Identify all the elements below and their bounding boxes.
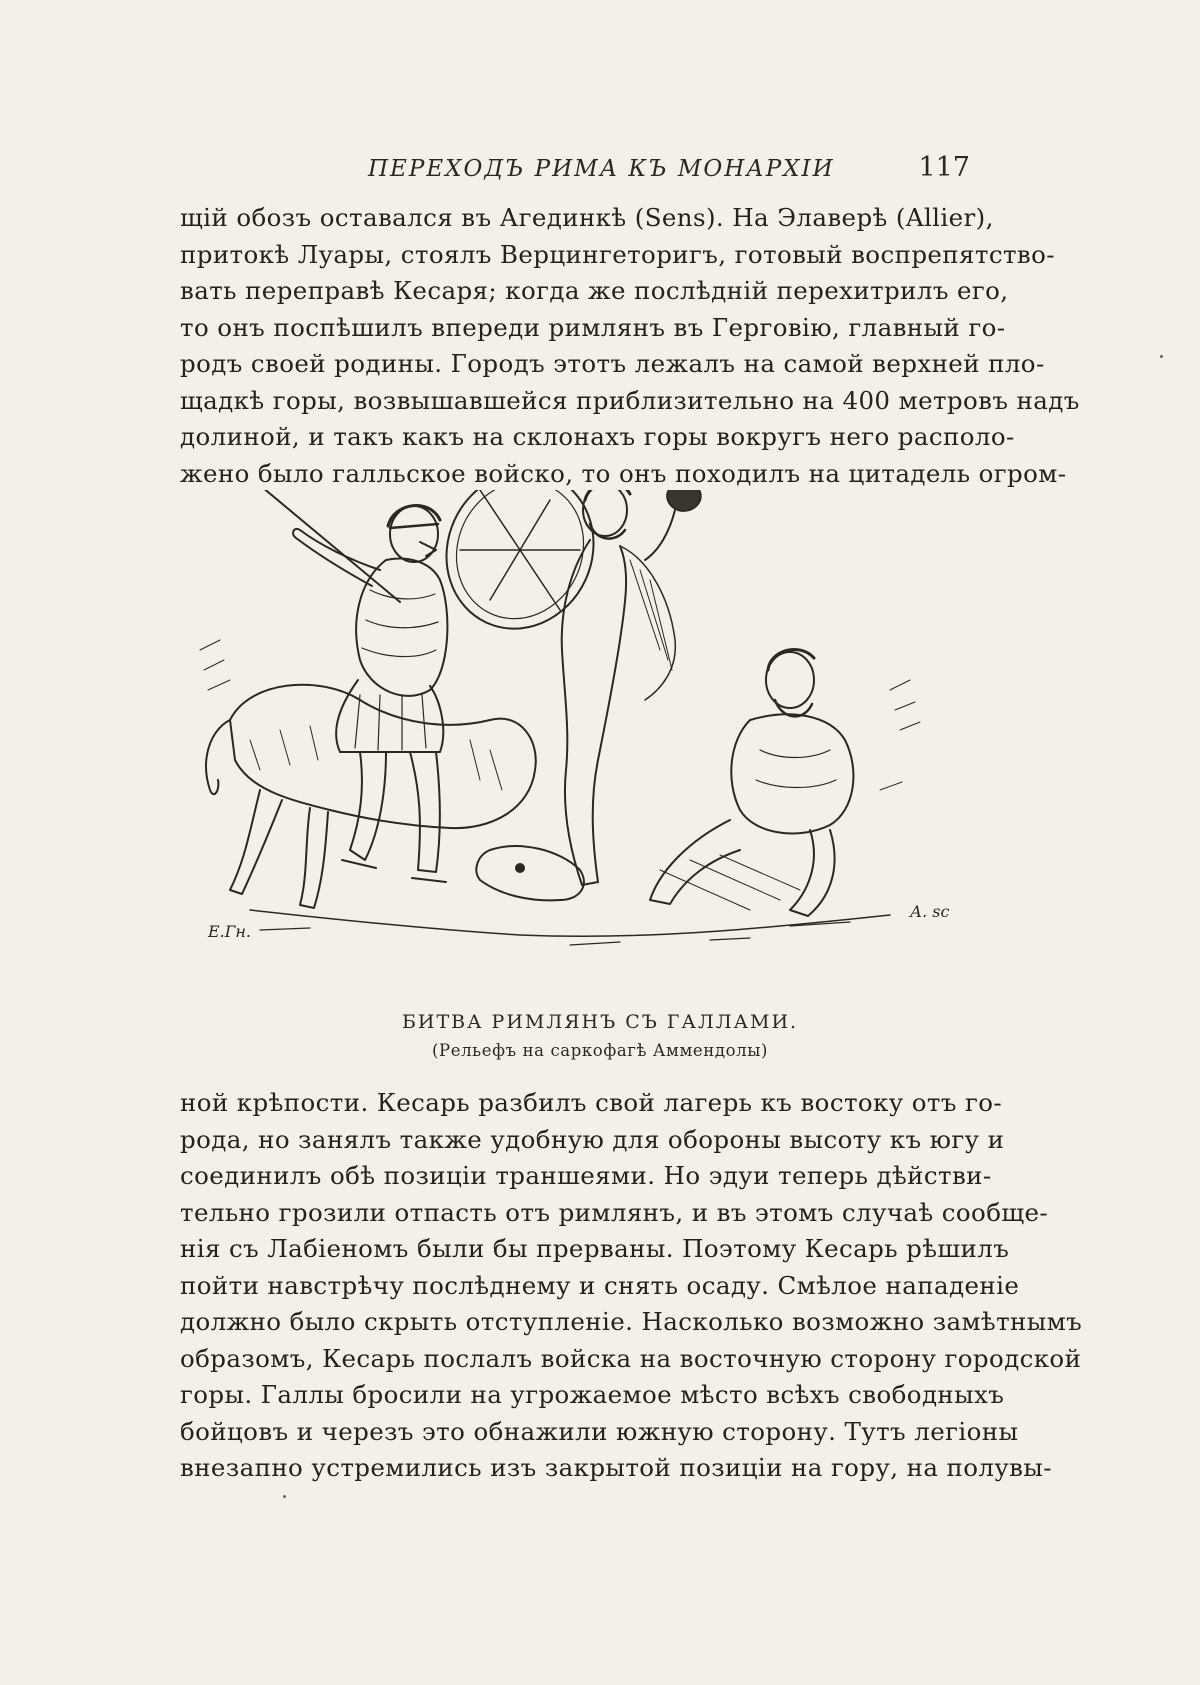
paper-speck xyxy=(1160,355,1163,358)
text-line: притокѣ Луары, стоялъ Верцингеторигъ, готовый воспрепятство- xyxy=(180,239,1055,269)
engraver-signature-right: А. sc xyxy=(910,902,950,921)
text-line: пойти навстрѣчу послѣднему и снять осаду. Смѣлое нападеніе xyxy=(180,1270,1020,1300)
engraving-battle-relief-icon xyxy=(190,490,980,1000)
battle-engraving xyxy=(190,490,980,1000)
engraver-signature-left: Е.Гн. xyxy=(208,922,251,941)
text-line: родъ своей родины. Городъ этотъ лежалъ на самой верхней пло- xyxy=(180,349,1045,378)
body-text-top xyxy=(180,200,1080,492)
figure-caption-note: (Рельефъ на саркофагѣ Аммендолы) xyxy=(431,1041,769,1060)
text-line: долиной, и такъ какъ на склонахъ горы вокругъ него располо- xyxy=(180,422,1015,451)
text-line: должно было скрыть отступленіе. Насколько возможно замѣтнымъ xyxy=(180,1307,1083,1336)
running-title: ПЕРЕХОДЪ РИМА КЪ МОНАРХІИ xyxy=(368,156,835,182)
text-line: щій обозъ оставался въ Агединкѣ (Sens). На Элаверѣ (Allier), xyxy=(180,203,994,232)
text-line: щадкѣ горы, возвышавшейся приблизительно на 400 метровъ надъ xyxy=(180,385,1080,415)
figure-caption-title: БИТВА РИМЛЯНЪ СЪ ГАЛЛАМИ. xyxy=(401,1011,799,1033)
text-line: жено было галльское войско, то онъ походилъ на цитадель огром- xyxy=(180,458,1067,488)
text-line: внезапно устремились изъ закрытой позиціи на гору, на полувы- xyxy=(180,1453,1052,1482)
text-line: бойцовъ и черезъ это обнажили южную сторону. Тутъ легіоны xyxy=(180,1416,1019,1446)
page-number: 117 xyxy=(918,152,970,183)
running-head xyxy=(180,152,970,192)
body-text-bottom xyxy=(180,1085,1083,1487)
text-line: вать переправѣ Кесаря; когда же послѣдній перехитрилъ его, xyxy=(180,276,1009,305)
text-line: рода, но занялъ также удобную для обороны высоту къ югу и xyxy=(180,1124,1005,1154)
text-line: горы. Галлы бросили на угрожаемое мѣсто всѣхъ свободныхъ xyxy=(180,1380,1005,1409)
text-line: образомъ, Кесарь послалъ войска на восточную сторону городской xyxy=(180,1343,1082,1373)
text-line: тельно грозили отпасть отъ римлянъ, и въ этомъ случаѣ сообще- xyxy=(180,1197,1049,1227)
text-line: ной крѣпости. Кесарь разбилъ свой лагерь къ востоку отъ го- xyxy=(180,1088,1003,1117)
text-line: нія съ Лабіеномъ были бы прерваны. Поэтому Кесарь рѣшилъ xyxy=(180,1234,1010,1263)
text-line: то онъ поспѣшилъ впереди римлянъ въ Герговію, главный го- xyxy=(180,312,1006,342)
text-line: соединилъ обѣ позиціи траншеями. Но эдуи теперь дѣйстви- xyxy=(180,1161,992,1190)
paper-speck xyxy=(283,1495,286,1498)
